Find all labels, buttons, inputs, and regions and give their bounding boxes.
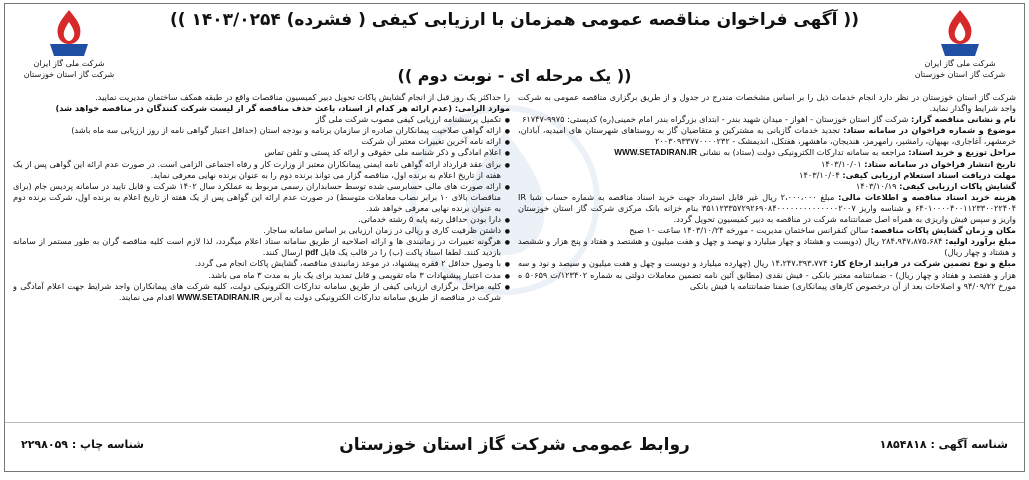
cost-row (518, 192, 1016, 225)
opening-row (518, 225, 1016, 236)
logo-caption-2: شرکت گاز استان خوزستان (914, 70, 1006, 79)
publish-date-row (518, 159, 1016, 170)
publish-date-value: ۱۴۰۳/۱۰/۰۱ (820, 158, 862, 169)
cost-tail: و شناسه واریز ۳۵۱۱۲۳۳۵۷۲۹۲۶۹۰۸۴۰۰۰۰۰۰۰۰۰۰۰۰۰۰۲۰۰۷ بنام خزانه بانک مرکزی شرکت گاز استان خوزستان واریز و سپس فیش واریزی به همراه اصل ضمانتنامه شرکت در مناقصه به دبیر کمیسیون تحویل گردد. (518, 202, 1016, 225)
distribution-value: مراجعه به سامانه تدارکات الکترونیکی دولت (ستاد) به نشانی (699, 147, 906, 158)
list-item: ● داشتن ظرفیت کاری و ریالی در زمان ارزیابی بر اساس سامانه ساجار. (13, 225, 510, 236)
list-item: ● ارائه صورت های مالی حسابرسی شده توسط حسابداران رسمی مربوط به عملکرد سال ۱۴۰۲ شرکت و قابل تایید در سامانه پردیس جام (برای مناقصات بالای ۱۰ برابر نصاب معاملات متوسط) در صورت عدم ارائه این گواهی پس از یک هفته از تاریخ اعلام به برنده اول، شرکت برنده دوم به عنوان برنده نهایی معرفی خواهد شد. (13, 181, 510, 214)
logo-caption-2: شرکت گاز استان خوزستان (23, 70, 115, 79)
logo-caption-1: شرکت ملی گاز ایران (924, 59, 996, 68)
opening-label: مکان و زمان گشایش پاکات مناقصه: (870, 225, 1016, 236)
list-item: ● دارا بودن حداقل رتبه پایه ۵ رشته خدماتی. (13, 214, 510, 225)
left-intro-paragraph: را حداکثر یک روز قبل از انجام گشایش پاکات تحویل دبیر کمیسیون مناقصات واقع در طبقه همکف ساختمان مدیریت نمایید. (95, 92, 510, 102)
quality-opening-value: ۱۴۰۳/۱۰/۱۹ (855, 180, 897, 191)
requirements-list (13, 114, 510, 303)
employer-value: شرکت گاز استان خوزستان - اهواز - میدان شهید بندر - ابتدای بزرگراه بندر امام خمینی(ره) کدپستی: ۹۹۷۵-۶۱۷۴۷ (521, 114, 909, 125)
list-item: ● با وصول حداقل ۲ فقره پیشنهاد، در موعد زمانبندی مناقصه، گشایش پاکات انجام می گردد. (13, 258, 510, 269)
subject-label: موضوع و شماره فراخوان در سامانه ستاد: (843, 125, 1016, 136)
cost-iban: IR ۶۴۰۱۰۰۰۰۴۰۰۱۱۲۳۳۰۰۲۲۴۰۴ (518, 191, 1016, 213)
list-item (13, 236, 510, 258)
company-logo-right (900, 8, 1020, 80)
list-item (13, 281, 510, 303)
intro-paragraph: شرکت گاز استان خوزستان در نظر دارد انجام خدمات ذیل را بر اساس مشخصات مندرج در جدول و از طریق برگزاری مناقصه عمومی به شرکت واجد شرایط واگذار نماید. (518, 92, 1016, 114)
ad-id: شناسه آگهی : ۱۸۵۴۸۱۸ (879, 438, 1008, 451)
gas-company-emblem-icon (900, 8, 1020, 58)
notice-header (5, 4, 1024, 92)
list-item: ● ارائه نامه آخرین تغییرات معتبر آن شرکت (13, 136, 510, 147)
list-item-text: هرگونه تغییرات در زمانبندی ها و ارائه اصلاحیه از طریق سامانه ستاد اعلام میگردد، لذا لازم است کلیه مناقصه گران به طور مستمر از سامانه بازدید کنند. لطفا اسناد پاکت (ب) را در قالب یک فایل (13, 236, 501, 258)
list-item: ● تکمیل پرسشنامه ارزیابی کیفی مصوب شرکت ملی گاز (13, 114, 510, 125)
pdf-label: pdf (305, 248, 318, 258)
notice-title: (( آگهی فراخوان مناقصه عمومی همزمان با ارزیابی کیفی ( فشرده) ۱۴۰۳/۰۲۵۴ )) (170, 10, 859, 30)
notice-right-column (518, 92, 1016, 412)
list-item: ● اعلام امادگی و ذکر شناسه ملی حقوقی و ارائه کد پستی و تلفن تماس (13, 147, 510, 158)
inquiry-deadline-row (518, 170, 1016, 181)
employer-row (518, 114, 1016, 125)
subject-row (518, 125, 1016, 147)
cost-label: هزینه خرید اسناد مناقصه و اطلاعات مالی: (838, 191, 1016, 202)
subject-value: تجدید خدمات گازبانی به مشترکین و متقاضیان گاز به روستاهای شهرستان های امیدیه، آبادان، خرمشهر، آغاجاری، بهبهان، رامشیر، رامهرمز، هندیجان، ماهشهر، هفتکل، اندیمشک - ۲۰۰۳۰۹۳۳۷۷۰۰۰۰۲۳۲ (518, 125, 1016, 147)
list-item-tail: اقدام می نمایند. (118, 291, 175, 302)
setad-link[interactable]: WWW.SETADIRAN.IR (614, 148, 697, 158)
list-item: ● ارائه گواهی صلاحیت پیمانکاران صادره از سازمان برنامه و بودجه استان (حداقل اعتبار گواهی نامه از روز ارزیابی سه ماه باشد) (13, 125, 510, 136)
notice-subtitle: (( یک مرحله ای - نوبت دوم )) (397, 66, 632, 85)
guarantee-label: مبلغ و نوع تضمین شرکت در فرایند ارجاع کار: (830, 258, 1016, 269)
quality-opening-label: گشایش پاکات ارزیابی کیفی: (899, 180, 1016, 191)
notice-left-column (13, 92, 510, 412)
distribution-row (518, 147, 1016, 158)
guarantee-value: ۱۴،۲۴۷،۳۹۳،۷۷۴ ریال (چهارده میلیارد و دویست و چهل و هفت میلیون و سیصد و نود و سه هزار و هفتصد و هفتاد و چهار ریال) - ضمانتنامه معتبر بانکی - فیش نقدی (مطابق آئین نامه تضمین معاملات دولتی به شماره ۱۲۳۴۰۲/ت ۵۰۶۵۹ ه مورخ ۹۴/۰۹/۲۲ و اصلاحات بعد از آن درخصوص کارهای پیمانکاری) ضمنا ضمانتنامه یا فیش بانکی (518, 258, 1016, 291)
gas-company-emblem-icon (9, 8, 129, 58)
print-id: شناسه چاپ : ۲۲۹۸۰۵۹ (21, 438, 144, 451)
publish-date-label: تاریخ انتشار فراخوان در سامانه ستاد: (864, 158, 1016, 169)
list-item-tail: ارسال کنند. (262, 247, 303, 258)
estimate-label: مبلغ برآورد اولیه: (945, 236, 1016, 247)
inquiry-deadline-value: ۱۴۰۳/۱۰/۰۴ (799, 169, 840, 180)
requirements-title: موارد الزامی: (عدم ارائه هر کدام از اسناد، باعث حذف مناقصه گر از لیست شرکت کنندگان در مناقصه خواهد شد) (55, 103, 510, 114)
list-item: ● برای عقد قرارداد ارائه گواهی نامه ایمنی پیمانکاران معتبر از وزارت کار و رفاه اجتماعی الزامی است. در صورت عدم ارائه این گواهی پس از یک هفته از تاریخ اعلام به برنده اول، مناقصه گزار می تواند برنده دوم را به عنوان برنده نهایی معرفی نماید. (13, 159, 510, 181)
notice-footer (5, 422, 1024, 471)
inquiry-deadline-label: مهلت دریافت اسناد استعلام ارزیابی کیفی: (842, 169, 1016, 180)
cost-value: مبلغ ۲،۰۰۰،۰۰۰ ریال غیر قابل استرداد جهت خرید اسناد مناقصه به شماره حساب شبا (529, 191, 835, 202)
opening-value: سالن کنفرانس ساختمان مدیریت - مورخه ۱۴۰۳/۱۰/۲۴ ساعت ۱۰ صبح (629, 225, 869, 236)
logo-caption-1: شرکت ملی گاز ایران (33, 59, 105, 68)
list-item-text: کلیه مراحل برگزاری ارزیابی کیفی از طریق سامانه تدارکات الکترونیکی دولت، کلیه شرکت های پیمانکاران واجد شرایط جهت اعلام آمادگی و شرکت در مناقصه از طریق سامانه تدارکات الکترونیکی دولت به آدرس (13, 280, 501, 302)
guarantee-row (518, 258, 1016, 291)
setad-link[interactable]: WWW.SETADIRAN.IR (176, 292, 260, 302)
estimate-value: ۲۸۴،۹۴۷،۸۷۵،۶۸۴ ریال (دویست و هشتاد و چهار میلیارد و نهصد و چهل و هفت میلیون و هشتصد و هفتاد و پنج هزار و ششصد و هشتاد و چهار ریال) (518, 236, 1016, 258)
list-item: ● مدت اعتبار پیشنهادات ۳ ماه تقویمی و قابل تمدید برای یک بار به مدت ۳ ماه می باشد. (13, 270, 510, 281)
quality-opening-row (518, 181, 1016, 192)
distribution-label: مراحل توزیع و خرید اسناد: (908, 147, 1016, 158)
estimate-row (518, 236, 1016, 258)
tender-notice (4, 3, 1025, 472)
company-logo-left (9, 8, 129, 80)
employer-label: نام و نشانی مناقصه گزار: (910, 114, 1016, 125)
public-relations-signature: روابط عمومی شرکت گاز استان خوزستان (339, 435, 690, 455)
